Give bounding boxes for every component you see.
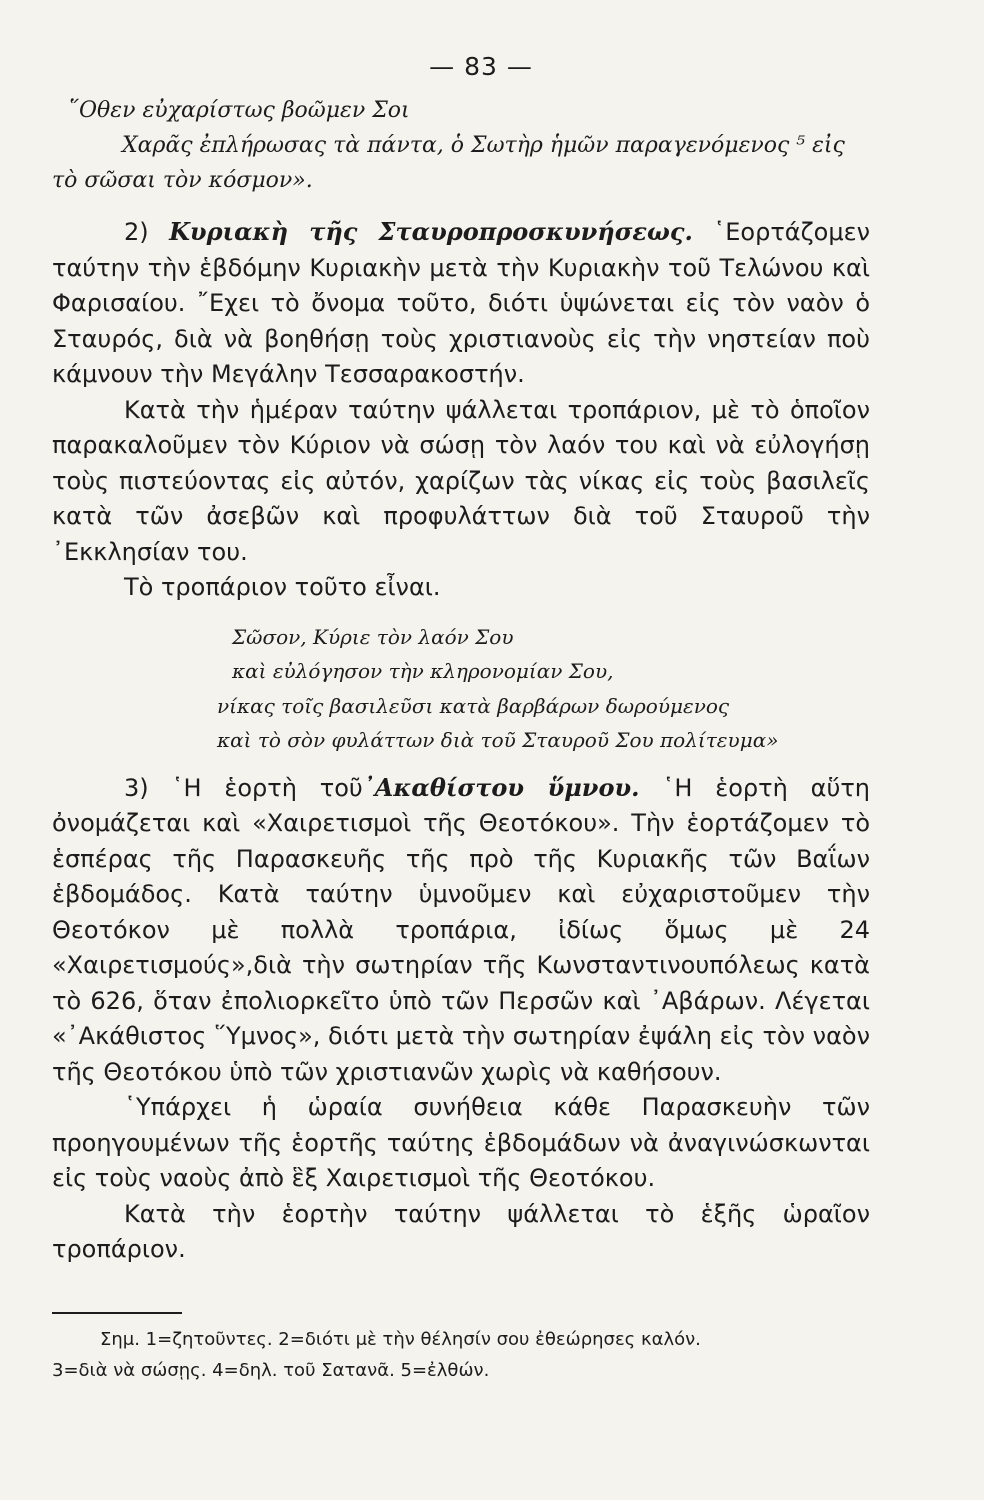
section-2-number: 2) [124,218,149,246]
section-2-paragraph-3: Τὸ τροπάριον τοῦτο εἶναι. [124,573,441,601]
section-3-paragraph-2: ῾Υπάρχει ἡ ὡραία συνήθεια κάθε Παρασκευὴν τῶν προηγουμένων τῆς ἑορτῆς ταύτης ἑβδομάδων νὰ ἀναγινώσκωνται εἰς τοὺς ναοὺς ἀπὸ ἓξ Χαιρετισμοὶ τῆς Θεοτόκου. [52,1093,870,1192]
troparion-line-1: Σῶσον, Κύριε τὸν λαόν Σου [232,624,514,649]
opening-hymn-line-2: Χαρᾶς ἐπλήρωσας τὰ πάντα, ὁ Σωτὴρ ἡμῶν παραγενόμενος ⁵ εἰς [122,133,845,158]
opening-hymn-line-3: τὸ σῶσαι τὸν κόσμον». [52,168,313,193]
opening-hymn-line-1: ῞Οθεν εὐχαρίστως βοῶμεν Σοι [68,98,410,123]
section-2-paragraph-2: Κατὰ τὴν ἡμέραν ταύτην ψάλλεται τροπάριον, μὲ τὸ ὁποῖον παρακαλοῦμεν τὸν Κύριον νὰ σώσῃ τὸν λαόν του καὶ νὰ εὐλογήσῃ τοὺς πιστεύοντας εἰς αὐτόν, χαρίζων τὰς νίκας εἰς τοὺς βασιλεῖς κατὰ τῶν ἀσεβῶν καὶ προφυλάττων διὰ τοῦ Σταυροῦ τὴν ᾿Εκκλησίαν του. [52,395,870,566]
section-3-paragraph [52,770,870,1091]
troparion [52,620,870,758]
page-number: — 83 — [429,52,533,81]
section-3-text: ῾Η ἑορτὴ αὕτη ὀνομάζεται καὶ «Χαιρετισμοὶ τῆς Θεοτόκου». Τὴν ἑορτάζομεν τὸ ἑσπέρας τῆς Παρασκευῆς τῆς πρὸ τῆς Κυριακῆς τῶν Βαΐων ἑβδομάδος. Κατὰ ταύτην ὑμνοῦμεν καὶ εὐχαριστοῦμεν τὴν Θεοτόκον μὲ πολλὰ τροπάρια, ἰδίως ὅμως μὲ 24 «Χαιρετισμούς»,διὰ τὴν σωτηρίαν τῆς Κωνσταντινουπόλεως κατὰ τὸ 626, ὅταν ἐπολιορκεῖτο ὑπὸ τῶν Περσῶν καὶ ᾿Αβάρων. Λέγεται «᾿Ακάθιστος ῞Υμνος», διότι μετὰ τὴν σωτηρίαν ἐψάλη εἰς τὸν ναὸν τῆς Θεοτόκου ὑπὸ τῶν χριστιανῶν χωρὶς νὰ καθήσουν. [52,773,870,1086]
footnote-divider [52,1312,182,1314]
book-page [52,52,870,1386]
section-3-paragraph-3: Κατὰ τὴν ἑορτὴν ταύτην ψάλλεται τὸ ἑξῆς ὡραῖον τροπάριον. [52,1199,870,1263]
troparion-line-3: νίκας τοῖς βασιλεῦσι κατὰ βαρβάρων δωρούμενος [217,693,730,718]
troparion-line-4: καὶ τὸ σὸν φυλάττων διὰ τοῦ Σταυροῦ Σου πολίτευμα» [217,728,779,752]
footnote [52,1324,870,1386]
footnote-line-1: Σημ. 1=ζητοῦντες. 2=διότι μὲ τὴν θέλησίν σου ἐθεώρησες καλόν. [100,1328,701,1350]
section-2-paragraph [52,214,870,393]
section-2-title: Κυριακὴ τῆς Σταυροπροσκυνήσεως. [169,217,693,246]
opening-hymn [52,93,870,198]
footnote-line-2: 3=διὰ νὰ σώσῃς. 4=δηλ. τοῦ Σατανᾶ. 5=ἐλθών. [52,1359,490,1381]
section-3-title: ᾿Ακαθίστου ὕμνου. [362,772,640,802]
section-3-number: 3) ῾Η ἑορτὴ τοῦ [124,773,363,802]
section-2-text: ῾Εορτάζομεν ταύτην τὴν ἑβδόμην Κυριακὴν μετὰ τὴν Κυριακὴν τοῦ Τελώνου καὶ Φαρισαίου. ῎Εχει τὸ ὄνομα τοῦτο, διότι ὑψώνεται εἰς τὸν ναὸν ὁ Σταυρός, διὰ νὰ βοηθήσῃ τοὺς χριστιανοὺς εἰς τὴν νηστείαν ποὺ κάμνουν τὴν Μεγάλην Τεσσαρακοστήν. [52,218,870,388]
troparion-line-2: καὶ εὐλόγησον τὴν κληρονομίαν Σου, [232,659,614,683]
